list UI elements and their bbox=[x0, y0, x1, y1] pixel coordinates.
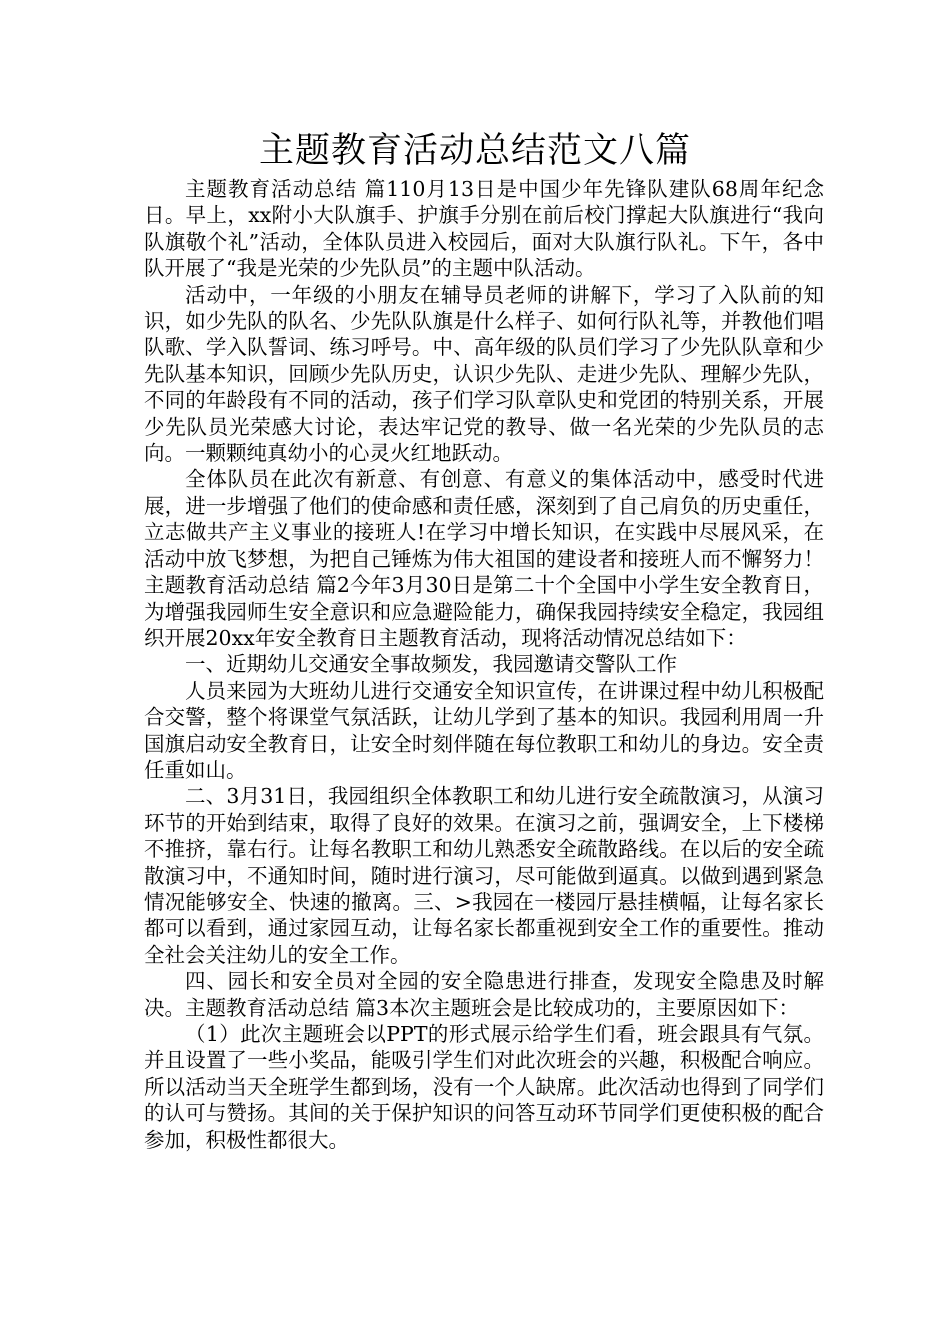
document-body bbox=[144, 176, 824, 1153]
paragraph: （1）此次主题班会以PPT的形式展示给学生们看，班会跟具有气氛。并且设置了一些小奖品，能吸引学生们对此次班会的兴趣，积极配合响应。所以活动当天全班学生都到场，没有一个人缺席。此次活动也得到了同学们的认可与赞扬。其间的关于保护知识的问答互动环节同学们更使积极的配合参加，积极性都很大。 bbox=[144, 1022, 824, 1152]
paragraph: 四、园长和安全员对全园的安全隐患进行排查，发现安全隐患及时解决。主题教育活动总结 篇3本次主题班会是比较成功的，主要原因如下： bbox=[144, 969, 824, 1020]
document-title: 主题教育活动总结范文八篇 bbox=[258, 131, 691, 171]
paragraph: 二、3月31日，我园组织全体教职工和幼儿进行安全疏散演习，从演习环节的开始到结束，取得了良好的效果。在演习之前，强调安全，上下楼梯不推挤，靠右行。让每名教职工和幼儿熟悉安全疏散路线。在以后的安全疏散演习中，不通知时间，随时进行演习，尽可能做到逼真。以做到遇到紧急情况能够安全、快速的撤离。三、>我园在一楼园厅悬挂横幅，让每名家长都可以看到，通过家园互动，让每名家长都重视到安全工作的重要性。推动全社会关注幼儿的安全工作。 bbox=[144, 784, 824, 967]
paragraph: 活动中，一年级的小朋友在辅导员老师的讲解下，学习了入队前的知识，如少先队的队名、少先队队旗是什么样子、如何行队礼等，并教他们唱队歌、学入队誓词、练习呼号。中、高年级的队员们学习了少先队队章和少先队基本知识，回顾少先队历史，认识少先队、走进少先队、理解少先队，不同的年龄段有不同的活动，孩子们学习队章队史和党团的特别关系，开展少先队员光荣感大讨论，表达牢记党的教导、做一名光荣的少先队员的志向。一颗颗纯真幼小的心灵火红地跃动。 bbox=[144, 282, 824, 466]
paragraph: 全体队员在此次有新意、有创意、有意义的集体活动中，感受时代进展，进一步增强了他们的使命感和责任感，深刻到了自己肩负的历史重任，立志做共产主义事业的接班人!在学习中增长知识，在实践中尽展风采，在活动中放飞梦想，为把自己锤炼为伟大祖国的建设者和接班人而不懈努力！主题教育活动总结 篇2今年3月30日是第二十个全国中小学生安全教育日，为增强我园师生安全意识和应急避险能力，确保我园持续安全稳定，我园组织开展20xx年安全教育日主题教育活动，现将活动情况总结如下： bbox=[144, 467, 824, 650]
paragraph: 人员来园为大班幼儿进行交通安全知识宣传，在讲课过程中幼儿积极配合交警，整个将课堂气氛活跃，让幼儿学到了基本的知识。我园利用周一升国旗启动安全教育日，让安全时刻伴随在每位教职工和幼儿的身边。安全责任重如山。 bbox=[144, 678, 824, 782]
paragraph: 一、近期幼儿交通安全事故频发，我园邀请交警队工作 bbox=[185, 652, 677, 677]
paragraph: 主题教育活动总结 篇110月13日是中国少年先锋队建队68周年纪念日。早上，xx附小大队旗手、护旗手分别在前后校门撑起大队旗进行“我向队旗敬个礼”活动，全体队员进入校园后，面对大队旗行队礼。下午，各中队开展了“我是光荣的少先队员”的主题中队活动。 bbox=[144, 177, 824, 281]
